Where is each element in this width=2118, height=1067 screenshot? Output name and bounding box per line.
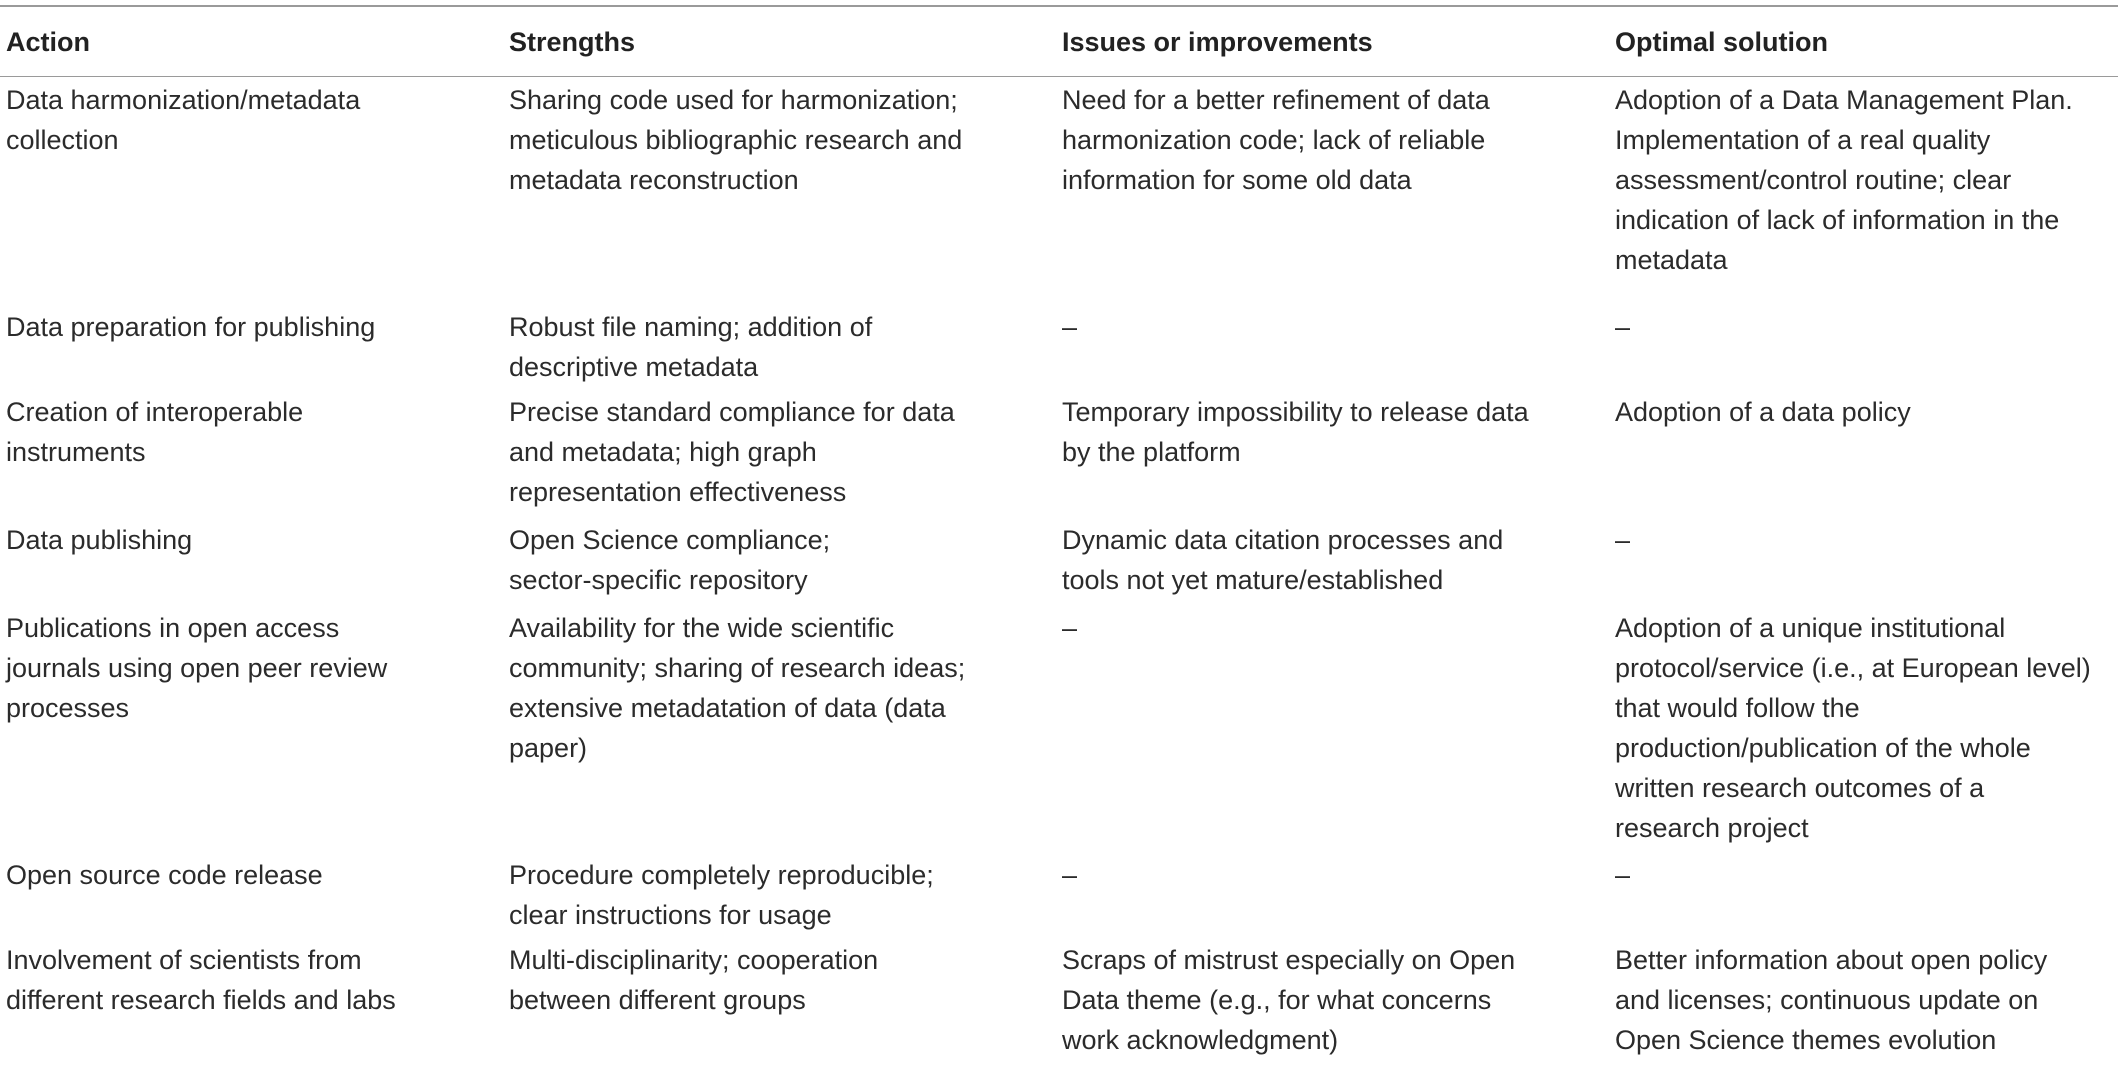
cell-strengths: Open Science compliance; sector-specific repository (509, 525, 831, 595)
cell-issues: Temporary impossibility to release data by the platform (1062, 397, 1529, 467)
cell-action: Open source code release (6, 860, 323, 890)
cell-issues: – (1062, 860, 1078, 890)
header-solution: Optimal solution (1615, 26, 1828, 57)
cell-strengths: Availability for the wide scientific community; sharing of research ideas; extensive metadatation of data (data paper) (509, 613, 966, 763)
cell-action: Involvement of scientists from different research fields and labs (6, 945, 396, 1015)
cell-issues: – (1062, 312, 1078, 342)
table-header-row (0, 7, 2118, 76)
cell-solution: – (1615, 860, 1631, 890)
header-action: Action (6, 26, 90, 57)
header-issues: Issues or improvements (1062, 26, 1373, 57)
table-row (0, 852, 2118, 937)
cell-solution: Adoption of a Data Management Plan. Implementation of a real quality assessment/control routine; clear indication of lack of information in the metadata (1615, 85, 2073, 275)
cell-action: Data harmonization/metadata collection (6, 85, 361, 155)
cell-solution: Adoption of a data policy (1615, 397, 1911, 427)
cell-strengths: Precise standard compliance for data and metadata; high graph representation effectiveness (509, 397, 955, 507)
cell-solution: Adoption of a unique institutional protocol/service (i.e., at European level) that would follow the production/publication of the whole written research outcomes of a research project (1615, 613, 2091, 843)
table-row (0, 605, 2118, 852)
cell-strengths: Robust file naming; addition of descriptive metadata (509, 312, 873, 382)
cell-solution: – (1615, 525, 1631, 555)
cell-issues: Need for a better refinement of data harmonization code; lack of reliable information for some old data (1062, 85, 1490, 195)
cell-issues: Scraps of mistrust especially on Open Data theme (e.g., for what concerns work acknowledgment) (1062, 945, 1516, 1055)
cell-solution: – (1615, 312, 1631, 342)
cell-action: Publications in open access journals using open peer review processes (6, 613, 388, 723)
cell-strengths: Procedure completely reproducible; clear instructions for usage (509, 860, 934, 930)
cell-issues: Dynamic data citation processes and tools not yet mature/established (1062, 525, 1504, 595)
cell-strengths: Sharing code used for harmonization; meticulous bibliographic research and metadata reconstruction (509, 85, 963, 195)
cell-solution: Better information about open policy and licenses; continuous update on Open Science themes evolution (1615, 945, 2048, 1055)
cell-action: Creation of interoperable instruments (6, 397, 304, 467)
table-row (0, 77, 2118, 304)
table-row (0, 304, 2118, 389)
cell-action: Data preparation for publishing (6, 312, 376, 342)
table-row (0, 389, 2118, 517)
cell-issues: – (1062, 613, 1078, 643)
header-strengths: Strengths (509, 26, 636, 57)
table-row (0, 517, 2118, 605)
data-table (0, 5, 2118, 1067)
cell-action: Data publishing (6, 525, 193, 555)
cell-strengths: Multi-disciplinarity; cooperation between different groups (509, 945, 879, 1015)
